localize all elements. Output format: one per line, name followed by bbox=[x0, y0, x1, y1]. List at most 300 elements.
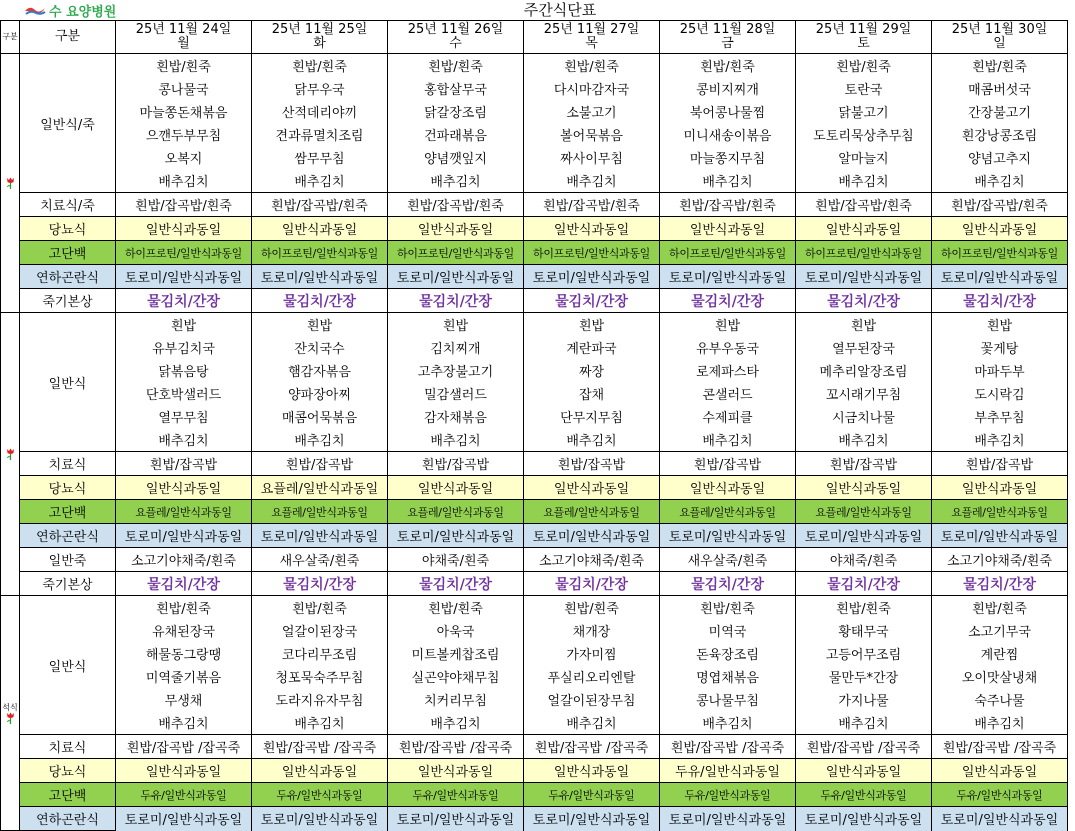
diet-cell: 일반식과동일 bbox=[932, 476, 1068, 500]
menu-cell: 배추김치 bbox=[524, 169, 660, 193]
diet-cell: 물김치/간장 bbox=[796, 289, 932, 313]
menu-cell: 배추김치 bbox=[932, 711, 1068, 735]
menu-cell: 견과류멸치조림 bbox=[252, 123, 388, 146]
general-category-label: 일반식 bbox=[20, 596, 116, 735]
menu-cell: 가자미찜 bbox=[524, 642, 660, 665]
menu-cell: 흰밥 bbox=[524, 313, 660, 337]
special-diet-row bbox=[1, 735, 1068, 759]
general-menu-row bbox=[1, 428, 1068, 452]
menu-cell: 실곤약야채무침 bbox=[388, 665, 524, 688]
diet-cell: 일반식과동일 bbox=[388, 217, 524, 241]
diet-cell: 토로미/일반식과동일 bbox=[252, 807, 388, 831]
diet-cell: 물김치/간장 bbox=[388, 289, 524, 313]
diet-cell: 두유/일반식과동일 bbox=[796, 783, 932, 807]
diet-cell: 토로미/일반식과동일 bbox=[252, 524, 388, 548]
diet-cell: 흰밥/잡곡밥/흰죽 bbox=[796, 193, 932, 217]
general-menu-row bbox=[1, 405, 1068, 428]
general-menu-row bbox=[1, 665, 1068, 688]
menu-cell: 흰강낭콩조림 bbox=[932, 123, 1068, 146]
menu-cell: 매콤어묵볶음 bbox=[252, 405, 388, 428]
diet-category-label: 고단백 bbox=[20, 241, 116, 265]
day-header bbox=[932, 21, 1068, 54]
day-header bbox=[524, 21, 660, 54]
diet-cell: 하이프로틴/일반식과동일 bbox=[796, 241, 932, 265]
diet-cell: 흰밥/잡곡밥/흰죽 bbox=[932, 193, 1068, 217]
menu-cell: 배추김치 bbox=[660, 711, 796, 735]
menu-cell: 메추리알장조림 bbox=[796, 359, 932, 382]
diet-category-label: 연하곤란식 bbox=[20, 524, 116, 548]
special-diet-row bbox=[1, 524, 1068, 548]
diet-cell: 물김치/간장 bbox=[796, 572, 932, 596]
menu-cell: 푸실리오리엔탈 bbox=[524, 665, 660, 688]
diet-cell: 두유/일반식과동일 bbox=[660, 783, 796, 807]
diet-cell: 소고기야채죽/흰죽 bbox=[116, 548, 252, 572]
special-diet-row bbox=[1, 500, 1068, 524]
menu-cell: 오이맛살냉채 bbox=[932, 665, 1068, 688]
diet-cell: 물김치/간장 bbox=[116, 572, 252, 596]
menu-cell: 아욱국 bbox=[388, 619, 524, 642]
diet-cell: 토로미/일반식과동일 bbox=[252, 265, 388, 289]
general-menu-row bbox=[1, 642, 1068, 665]
diet-cell: 토로미/일반식과동일 bbox=[388, 807, 524, 831]
diet-cell: 흰밥/잡곡밥 bbox=[796, 452, 932, 476]
menu-cell: 계란파국 bbox=[524, 336, 660, 359]
general-menu-row bbox=[1, 359, 1068, 382]
diet-category-label: 당뇨식 bbox=[20, 759, 116, 783]
menu-cell: 돈육장조림 bbox=[660, 642, 796, 665]
day-date: 25년 11월 27일 bbox=[543, 22, 640, 37]
diet-cell: 일반식과동일 bbox=[388, 476, 524, 500]
diet-cell: 흰밥/잡곡밥/흰죽 bbox=[388, 193, 524, 217]
menu-cell: 흰밥/흰죽 bbox=[796, 54, 932, 78]
menu-cell: 북어콩나물찜 bbox=[660, 100, 796, 123]
menu-cell: 볼어묵볶음 bbox=[524, 123, 660, 146]
menu-cell: 소불고기 bbox=[524, 100, 660, 123]
menu-cell: 흰밥/흰죽 bbox=[660, 596, 796, 620]
day-weekday: 수 bbox=[449, 36, 462, 51]
diet-cell: 흰밥/잡곡밥/흰죽 bbox=[660, 193, 796, 217]
menu-cell: 알마늘지 bbox=[796, 146, 932, 169]
weekly-menu-table bbox=[0, 20, 1068, 831]
menu-cell: 배추김치 bbox=[524, 428, 660, 452]
day-weekday: 금 bbox=[721, 36, 734, 51]
menu-cell: 콩비지찌개 bbox=[660, 77, 796, 100]
menu-cell: 콩나물무침 bbox=[660, 688, 796, 711]
menu-cell: 유부우동국 bbox=[660, 336, 796, 359]
special-diet-row bbox=[1, 193, 1068, 217]
diet-cell: 흰밥/잡곡밥 bbox=[660, 452, 796, 476]
diet-cell: 물김치/간장 bbox=[660, 289, 796, 313]
diet-category-label: 연하곤란식 bbox=[20, 807, 116, 831]
diet-cell: 일반식과동일 bbox=[796, 759, 932, 783]
diet-cell: 물김치/간장 bbox=[524, 289, 660, 313]
menu-cell: 홍합살무국 bbox=[388, 77, 524, 100]
diet-cell: 새우살죽/흰죽 bbox=[660, 548, 796, 572]
menu-cell: 도시락김 bbox=[932, 382, 1068, 405]
diet-cell: 요플레/일반식과동일 bbox=[116, 500, 252, 524]
day-date: 25년 11월 26일 bbox=[407, 22, 504, 37]
diet-cell: 흰밥/잡곡밥 /잡곡죽 bbox=[932, 735, 1068, 759]
diet-cell: 요플레/일반식과동일 bbox=[252, 476, 388, 500]
day-date: 25년 11월 29일 bbox=[815, 22, 912, 37]
menu-cell: 계란찜 bbox=[932, 642, 1068, 665]
menu-cell: 흰밥/흰죽 bbox=[932, 596, 1068, 620]
special-diet-row bbox=[1, 572, 1068, 596]
logo-text: 수 요양병원 bbox=[49, 5, 117, 20]
menu-cell: 배추김치 bbox=[252, 711, 388, 735]
diet-cell: 물김치/간장 bbox=[932, 289, 1068, 313]
menu-cell: 수제피클 bbox=[660, 405, 796, 428]
menu-cell: 고등어무조림 bbox=[796, 642, 932, 665]
menu-cell: 콘샐러드 bbox=[660, 382, 796, 405]
menu-cell: 배추김치 bbox=[796, 428, 932, 452]
general-menu-row bbox=[1, 336, 1068, 359]
header-row bbox=[1, 21, 1068, 54]
diet-cell: 일반식과동일 bbox=[932, 759, 1068, 783]
menu-cell: 양파장아찌 bbox=[252, 382, 388, 405]
category-header: 구분 bbox=[20, 21, 116, 54]
diet-cell: 하이프로틴/일반식과동일 bbox=[388, 241, 524, 265]
diet-category-label: 치료식 bbox=[20, 735, 116, 759]
menu-cell: 마늘쫑돈채볶음 bbox=[116, 100, 252, 123]
diet-category-label: 연하곤란식 bbox=[20, 265, 116, 289]
general-menu-row bbox=[1, 596, 1068, 620]
menu-cell: 도라지유자무침 bbox=[252, 688, 388, 711]
diet-cell: 흰밥/잡곡밥 bbox=[252, 452, 388, 476]
menu-cell: 부추무침 bbox=[932, 405, 1068, 428]
diet-category-label: 치료식 bbox=[20, 452, 116, 476]
diet-cell: 일반식과동일 bbox=[116, 217, 252, 241]
special-diet-row bbox=[1, 265, 1068, 289]
diet-cell: 새우살죽/흰죽 bbox=[252, 548, 388, 572]
menu-cell: 유채된장국 bbox=[116, 619, 252, 642]
menu-cell: 산적데리야끼 bbox=[252, 100, 388, 123]
menu-cell: 소고기무국 bbox=[932, 619, 1068, 642]
menu-cell: 가지나물 bbox=[796, 688, 932, 711]
menu-cell: 얼갈이된장무침 bbox=[524, 688, 660, 711]
diet-cell: 흰밥/잡곡밥 /잡곡죽 bbox=[660, 735, 796, 759]
diet-cell: 두유/일반식과동일 bbox=[116, 783, 252, 807]
diet-cell: 물김치/간장 bbox=[252, 289, 388, 313]
menu-cell: 흰밥/흰죽 bbox=[252, 596, 388, 620]
special-diet-row bbox=[1, 783, 1068, 807]
diet-cell: 토로미/일반식과동일 bbox=[932, 807, 1068, 831]
menu-cell: 배추김치 bbox=[388, 711, 524, 735]
diet-cell: 토로미/일반식과동일 bbox=[660, 265, 796, 289]
menu-cell: 햄감자볶음 bbox=[252, 359, 388, 382]
diet-cell: 토로미/일반식과동일 bbox=[796, 524, 932, 548]
meal-label: 석식 bbox=[2, 702, 18, 712]
day-date: 25년 11월 30일 bbox=[951, 22, 1048, 37]
diet-cell: 일반식과동일 bbox=[524, 217, 660, 241]
diet-cell: 야채죽/흰죽 bbox=[796, 548, 932, 572]
menu-cell: 로제파스타 bbox=[660, 359, 796, 382]
menu-cell: 흰밥/흰죽 bbox=[524, 596, 660, 620]
menu-cell: 닭볶음탕 bbox=[116, 359, 252, 382]
menu-cell: 매콤버섯국 bbox=[932, 77, 1068, 100]
menu-cell: 흰밥/흰죽 bbox=[116, 54, 252, 78]
menu-cell: 물만두*간장 bbox=[796, 665, 932, 688]
general-menu-row bbox=[1, 54, 1068, 78]
menu-cell: 코다리무조림 bbox=[252, 642, 388, 665]
day-weekday: 목 bbox=[585, 36, 598, 51]
menu-cell: 채개장 bbox=[524, 619, 660, 642]
diet-cell: 일반식과동일 bbox=[252, 217, 388, 241]
diet-cell: 일반식과동일 bbox=[796, 217, 932, 241]
special-diet-row bbox=[1, 217, 1068, 241]
menu-cell: 무생채 bbox=[116, 688, 252, 711]
special-diet-row bbox=[1, 807, 1068, 831]
menu-cell: 배추김치 bbox=[252, 169, 388, 193]
menu-cell: 짜장 bbox=[524, 359, 660, 382]
diet-cell: 토로미/일반식과동일 bbox=[116, 807, 252, 831]
menu-cell: 배추김치 bbox=[524, 711, 660, 735]
diet-cell: 물김치/간장 bbox=[524, 572, 660, 596]
general-menu-row bbox=[1, 100, 1068, 123]
day-weekday: 일 bbox=[993, 36, 1006, 51]
menu-cell: 감자채볶음 bbox=[388, 405, 524, 428]
diet-cell: 흰밥/잡곡밥/흰죽 bbox=[524, 193, 660, 217]
logo-mark-icon bbox=[24, 5, 46, 16]
diet-cell: 물김치/간장 bbox=[116, 289, 252, 313]
menu-cell: 흰밥/흰죽 bbox=[252, 54, 388, 78]
diet-category-label: 고단백 bbox=[20, 500, 116, 524]
menu-cell: 흰밥 bbox=[388, 313, 524, 337]
menu-cell: 흰밥/흰죽 bbox=[796, 596, 932, 620]
diet-cell: 흰밥/잡곡밥/흰죽 bbox=[116, 193, 252, 217]
diet-category-label: 당뇨식 bbox=[20, 476, 116, 500]
day-header bbox=[796, 21, 932, 54]
tulip-icon bbox=[6, 712, 15, 724]
menu-cell: 치커리무침 bbox=[388, 688, 524, 711]
diet-cell: 일반식과동일 bbox=[660, 476, 796, 500]
menu-cell: 양념고추지 bbox=[932, 146, 1068, 169]
menu-cell: 배추김치 bbox=[932, 428, 1068, 452]
day-weekday: 토 bbox=[857, 36, 870, 51]
diet-cell: 흰밥/잡곡밥 /잡곡죽 bbox=[796, 735, 932, 759]
menu-cell: 단무지무침 bbox=[524, 405, 660, 428]
menu-cell: 시금치나물 bbox=[796, 405, 932, 428]
menu-cell: 흰밥/흰죽 bbox=[388, 596, 524, 620]
diet-cell: 일반식과동일 bbox=[932, 217, 1068, 241]
special-diet-row bbox=[1, 452, 1068, 476]
menu-cell: 콩나물국 bbox=[116, 77, 252, 100]
general-menu-row bbox=[1, 688, 1068, 711]
special-diet-row bbox=[1, 476, 1068, 500]
diet-cell: 물김치/간장 bbox=[388, 572, 524, 596]
menu-cell: 흰밥 bbox=[660, 313, 796, 337]
menu-cell: 다시마감자국 bbox=[524, 77, 660, 100]
menu-cell: 흰밥/흰죽 bbox=[932, 54, 1068, 78]
menu-cell: 흰밥 bbox=[116, 313, 252, 337]
diet-category-label: 치료식/죽 bbox=[20, 193, 116, 217]
page-title: 주간식단표 bbox=[523, 1, 597, 19]
menu-cell: 밀감샐러드 bbox=[388, 382, 524, 405]
day-header bbox=[660, 21, 796, 54]
menu-cell: 배추김치 bbox=[796, 711, 932, 735]
corner-label: 구분 bbox=[1, 21, 20, 54]
menu-cell: 얼갈이된장국 bbox=[252, 619, 388, 642]
menu-cell: 흰밥/흰죽 bbox=[524, 54, 660, 78]
menu-cell: 단호박샐러드 bbox=[116, 382, 252, 405]
menu-cell: 짜사이무침 bbox=[524, 146, 660, 169]
diet-cell: 요플레/일반식과동일 bbox=[252, 500, 388, 524]
menu-cell: 흰밥/흰죽 bbox=[660, 54, 796, 78]
diet-cell: 일반식과동일 bbox=[660, 217, 796, 241]
menu-cell: 도토리묵상추무침 bbox=[796, 123, 932, 146]
diet-cell: 흰밥/잡곡밥/흰죽 bbox=[252, 193, 388, 217]
day-header bbox=[252, 21, 388, 54]
diet-category-label: 죽기본상 bbox=[20, 572, 116, 596]
diet-cell: 하이프로틴/일반식과동일 bbox=[116, 241, 252, 265]
menu-cell: 닭무우국 bbox=[252, 77, 388, 100]
diet-cell: 토로미/일반식과동일 bbox=[796, 807, 932, 831]
menu-cell: 숙주나물 bbox=[932, 688, 1068, 711]
menu-cell: 배추김치 bbox=[116, 169, 252, 193]
menu-cell: 열무무침 bbox=[116, 405, 252, 428]
menu-cell: 마파두부 bbox=[932, 359, 1068, 382]
day-date: 25년 11월 24일 bbox=[135, 22, 232, 37]
diet-cell: 두유/일반식과동일 bbox=[388, 783, 524, 807]
diet-cell: 소고기야채죽/흰죽 bbox=[524, 548, 660, 572]
general-menu-row bbox=[1, 146, 1068, 169]
menu-cell: 미역줄기볶음 bbox=[116, 665, 252, 688]
menu-cell: 오복지 bbox=[116, 146, 252, 169]
diet-cell: 흰밥/잡곡밥 /잡곡죽 bbox=[524, 735, 660, 759]
meal-column bbox=[1, 54, 20, 313]
diet-cell: 일반식과동일 bbox=[524, 759, 660, 783]
diet-cell: 물김치/간장 bbox=[932, 572, 1068, 596]
meal-column bbox=[1, 313, 20, 596]
diet-cell: 요플레/일반식과동일 bbox=[388, 500, 524, 524]
diet-category-label: 일반죽 bbox=[20, 548, 116, 572]
menu-cell: 흰밥/흰죽 bbox=[116, 596, 252, 620]
menu-cell: 배추김치 bbox=[796, 169, 932, 193]
menu-cell: 황태무국 bbox=[796, 619, 932, 642]
diet-cell: 토로미/일반식과동일 bbox=[524, 524, 660, 548]
menu-cell: 김치찌개 bbox=[388, 336, 524, 359]
menu-cell: 명엽채볶음 bbox=[660, 665, 796, 688]
general-category-label: 일반식 bbox=[20, 313, 116, 452]
diet-cell: 흰밥/잡곡밥 /잡곡죽 bbox=[116, 735, 252, 759]
diet-cell: 일반식과동일 bbox=[116, 476, 252, 500]
menu-cell: 마늘쫑지무침 bbox=[660, 146, 796, 169]
menu-cell: 양념깻잎지 bbox=[388, 146, 524, 169]
day-date: 25년 11월 28일 bbox=[679, 22, 776, 37]
menu-cell: 잡채 bbox=[524, 382, 660, 405]
diet-category-label: 당뇨식 bbox=[20, 217, 116, 241]
day-weekday: 월 bbox=[177, 36, 190, 51]
diet-cell: 토로미/일반식과동일 bbox=[116, 524, 252, 548]
diet-cell: 토로미/일반식과동일 bbox=[524, 807, 660, 831]
diet-cell: 토로미/일반식과동일 bbox=[932, 265, 1068, 289]
diet-cell: 흰밥/잡곡밥 bbox=[524, 452, 660, 476]
general-menu-row bbox=[1, 711, 1068, 735]
diet-category-label: 고단백 bbox=[20, 783, 116, 807]
diet-cell: 토로미/일반식과동일 bbox=[932, 524, 1068, 548]
diet-cell: 토로미/일반식과동일 bbox=[660, 807, 796, 831]
special-diet-row bbox=[1, 759, 1068, 783]
menu-cell: 쌈무무침 bbox=[252, 146, 388, 169]
diet-cell: 토로미/일반식과동일 bbox=[388, 524, 524, 548]
menu-cell: 배추김치 bbox=[660, 428, 796, 452]
general-menu-row bbox=[1, 77, 1068, 100]
diet-cell: 요플레/일반식과동일 bbox=[660, 500, 796, 524]
diet-cell: 물김치/간장 bbox=[252, 572, 388, 596]
menu-cell: 배추김치 bbox=[116, 711, 252, 735]
menu-cell: 열무된장국 bbox=[796, 336, 932, 359]
menu-cell: 배추김치 bbox=[932, 169, 1068, 193]
diet-cell: 흰밥/잡곡밥 bbox=[116, 452, 252, 476]
menu-cell: 청포묵숙주무침 bbox=[252, 665, 388, 688]
diet-cell: 흰밥/잡곡밥 /잡곡죽 bbox=[252, 735, 388, 759]
diet-cell: 일반식과동일 bbox=[116, 759, 252, 783]
general-menu-row bbox=[1, 382, 1068, 405]
day-weekday: 화 bbox=[313, 36, 326, 51]
special-diet-row bbox=[1, 289, 1068, 313]
menu-cell: 흰밥 bbox=[796, 313, 932, 337]
menu-cell: 닭갈장조림 bbox=[388, 100, 524, 123]
diet-cell: 흰밥/잡곡밥 /잡곡죽 bbox=[388, 735, 524, 759]
menu-cell: 미니새송이볶음 bbox=[660, 123, 796, 146]
day-date: 25년 11월 25일 bbox=[271, 22, 368, 37]
diet-cell: 하이프로틴/일반식과동일 bbox=[252, 241, 388, 265]
menu-cell: 잔치국수 bbox=[252, 336, 388, 359]
general-menu-row bbox=[1, 123, 1068, 146]
menu-cell: 흰밥 bbox=[252, 313, 388, 337]
menu-cell: 꽃게탕 bbox=[932, 336, 1068, 359]
diet-cell: 두유/일반식과동일 bbox=[932, 783, 1068, 807]
diet-cell: 두유/일반식과동일 bbox=[252, 783, 388, 807]
diet-cell: 흰밥/잡곡밥 bbox=[932, 452, 1068, 476]
menu-cell: 배추김치 bbox=[116, 428, 252, 452]
menu-cell: 미트볼케찹조림 bbox=[388, 642, 524, 665]
diet-cell: 요플레/일반식과동일 bbox=[524, 500, 660, 524]
menu-cell: 미역국 bbox=[660, 619, 796, 642]
diet-cell: 일반식과동일 bbox=[388, 759, 524, 783]
diet-cell: 두유/일반식과동일 bbox=[524, 783, 660, 807]
menu-cell: 배추김치 bbox=[252, 428, 388, 452]
diet-cell: 일반식과동일 bbox=[252, 759, 388, 783]
diet-category-label: 죽기본상 bbox=[20, 289, 116, 313]
general-menu-row bbox=[1, 169, 1068, 193]
diet-cell: 토로미/일반식과동일 bbox=[660, 524, 796, 548]
menu-cell: 유부김치국 bbox=[116, 336, 252, 359]
diet-cell: 소고기야채죽/흰죽 bbox=[932, 548, 1068, 572]
meal-column bbox=[1, 596, 20, 831]
diet-cell: 일반식과동일 bbox=[796, 476, 932, 500]
special-diet-row bbox=[1, 548, 1068, 572]
day-header bbox=[388, 21, 524, 54]
diet-cell: 요플레/일반식과동일 bbox=[796, 500, 932, 524]
diet-cell: 흰밥/잡곡밥 bbox=[388, 452, 524, 476]
menu-cell: 배추김치 bbox=[388, 428, 524, 452]
special-diet-row bbox=[1, 241, 1068, 265]
menu-cell: 꼬시래기무침 bbox=[796, 382, 932, 405]
diet-cell: 일반식과동일 bbox=[524, 476, 660, 500]
menu-cell: 토란국 bbox=[796, 77, 932, 100]
menu-cell: 으깬두부무침 bbox=[116, 123, 252, 146]
menu-cell: 해물동그랑땡 bbox=[116, 642, 252, 665]
menu-cell: 배추김치 bbox=[388, 169, 524, 193]
menu-cell: 배추김치 bbox=[660, 169, 796, 193]
diet-cell: 물김치/간장 bbox=[660, 572, 796, 596]
diet-cell: 토로미/일반식과동일 bbox=[524, 265, 660, 289]
menu-cell: 고추장불고기 bbox=[388, 359, 524, 382]
tulip-icon bbox=[6, 448, 15, 460]
diet-cell: 토로미/일반식과동일 bbox=[388, 265, 524, 289]
general-category-label: 일반식/죽 bbox=[20, 54, 116, 193]
